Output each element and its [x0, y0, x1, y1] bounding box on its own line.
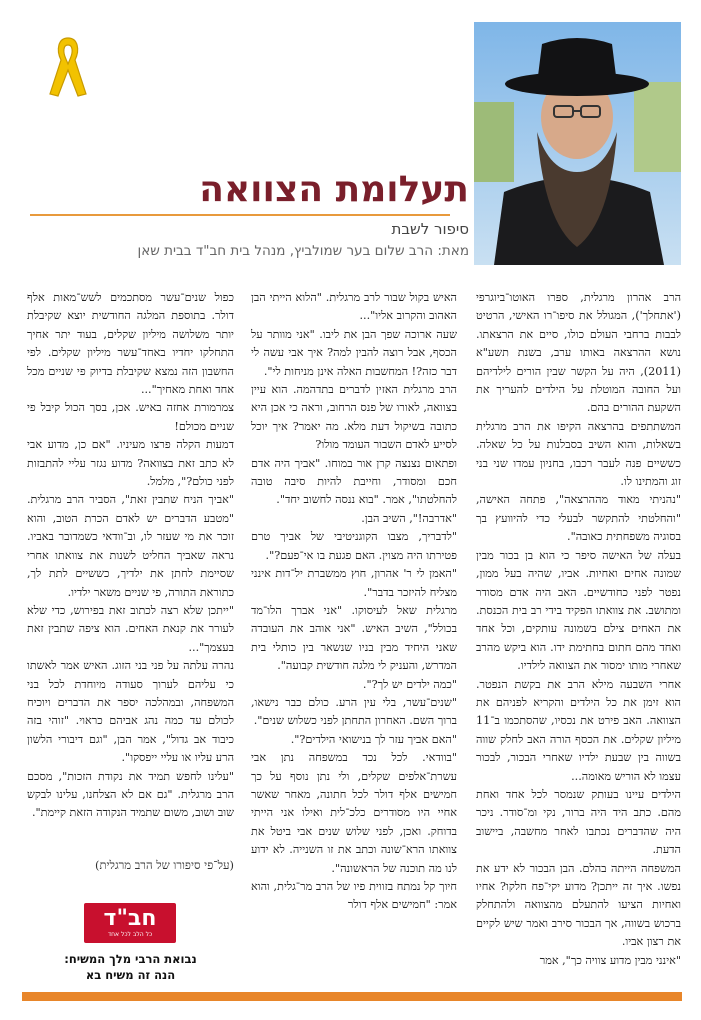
paragraph: ופתאום נצנצה קרן אור במוחו. "אביך היה אדם חכם ומסודר, וחייבת להיות סיבה טובה להחלטתו", אמר. "בוא ננסה לחשוב יחד".	[251, 456, 457, 507]
paragraph: "ייתכן שלא רצה לכתוב זאת בפירוש, כדי שלא לעורר את קנאת האחים. הוא ציפה שתבין זאת בעצמך"...	[27, 603, 234, 654]
paragraph: "עלינו לחפש תמיד את נקודת הזכות", מסכם הרב מרגלית. "גם אם לא הצלחנו, עלינו לבקש שוב ושוב, משום שתמיד הנקודה הזאת קיימת".	[27, 769, 234, 820]
paragraph: המשפחה הייתה בהלם. הבן הבכור לא ידע את נפשו. איך זה ייתכן? מדוע יקי־פח חלקו? אחיו ואחיות הציעו להתעלם מהצוואה ולהתחלק ברכוש בשווה, אך הבכור סירב ואמר שיש לקיים את רצון אביו.	[476, 861, 681, 949]
paragraph: הילדים עיינו בעותק שנמסר לכל אחד ואחת מהם. כתב היד היה ברור, נקי ומ־סודר. ניכר היה שהדברים נכתבו לאחר מחשבה, ביישוב הדעת.	[476, 787, 681, 857]
paragraph: "שנים־עשר, בלי עין הרע. כולם כבר נישאו, ברוך השם. האחרון התחתן לפני כשלוש שנים".	[251, 695, 457, 728]
article-title: תעלומת הצוואה	[199, 169, 469, 210]
paragraph: "האם אביך עזר לך בנישואי הילדים?".	[290, 732, 457, 746]
paragraph: "לדבריך, מצבו הקוגניטיבי של אביך טרם פטירתו היה מצוין. האם פגעת בו אי־פעם?".	[251, 530, 457, 562]
paragraph: שעה ארוכה שפך הבן את ליבו. "אני מוותר על הכסף, אבל רוצה להבין למה? איך אבי עשה לי דבר כזה?! המחשבות האלה אינן מניחות לי".	[251, 327, 457, 378]
article-column-middle	[251, 289, 457, 979]
paragraph: כפול שנים־עשר מסתכמים לשש־מאות אלף דולר. בתוספת המלגה החודשית יוצא שקיבלת יותר משלושה מיליון שקלים, בעוד יתר אחיך התחלקו יחדיו באחד־עשר מיליון שקלים. לפי החשבון הזה נמצא שקיבלת בדיוק פי שניים מכל אחד ואחת מאחיך"...	[27, 291, 234, 397]
author-byline: מאת: הרב שלום בער שמולביץ, מנהל בית חב"ד בבית שאן	[137, 243, 469, 259]
paragraph: "אדרבה!", השיב הבן.	[361, 511, 457, 525]
article-column-right	[476, 289, 681, 979]
logo-wordmark: חב"ד	[103, 906, 157, 931]
paragraph: הרב אהרון מרגלית, ספּרו האוטו־ביוגרפי ('אתחלך'), המגולל את סיפו־רו האישי, הרטיט לבבות ברחבי העולם כולו, סיים את הרצאתו. נושא ההרצאה באותו ערב, בשנת תשע"א (2011), היה על הקשר שבין הורים לילדיהם ועל החובה המוטלת על הילדים להעריך את השקעת ההורים בהם.	[476, 291, 681, 415]
paragraph: "האמן לי ר' אהרון, חוץ ממשברת יל־דות אינני מצליח להיזכר בדבר".	[251, 567, 457, 599]
paragraph: נהרה עלתה על פני בני הזוג. האיש אמר לאשתו כי עליהם לערוך סעודה מיוחדת לכל בני המשפחה, ובמהלכה יספר את הדברים ויוכיח לכולם עד כמה נהג אביהם כראוי. "זוהי בזה כיבוד אב גדול", אמר הבן, "וגם דיבורי הלשון הרע עליו או עליי ייפסקו".	[27, 659, 234, 765]
moshiach-line-2: הנה זה משיח בא	[85, 968, 176, 982]
paragraph: אחרי השבעה מילא הרב את בקשת הנפטר. הוא זימן את כל הילדים והקריא לפניהם את הצוואה. האב פירט את נכסיו, שהסתכמו ב־11 מיליון שקלים. את הכסף הורה האב לחלק שווה בשווה בין שבעת ילדיו שאחרי הבכור, לבכור עצמו לא הוריש מאומה...	[476, 677, 681, 783]
footer-bar	[22, 992, 682, 1001]
logo-tagline: כל הלב לכל אחד	[107, 931, 153, 938]
paragraph: "אביך הניח שתבין זאת", הסביר הרב מרגלית. "מטבע הדברים יש לאדם הכרת הטוב, והוא זוכר את מי שעזר לו, וב־וודאי כשמדובר באביו. נראה שאביך החליט לשנות את צוואתו אחרי שסיימת לחתן את ילדיך, כששיים לתת לך, כתוראת התורה, פי שניים משאר ילדיו.	[27, 493, 234, 599]
paragraph: "כמה ילדים יש לך?".	[362, 677, 457, 691]
paragraph: "נהניתי מאוד מההרצאה", פתחה האישה, "והחלטתי להתקשר לבעלי כדי להיוועץ בך בסוגיה משפחתית כאובה".	[476, 493, 681, 544]
chabad-logo	[84, 903, 176, 943]
article-column-left	[27, 289, 234, 849]
title-divider	[30, 214, 450, 216]
paragraph: המשתתפים בהרצאה הקיפו את הרב מרגלית בשאלות, והוא השיב בסבלנות על כל שאלה. כששיים פנה לעבר רכבו, בחניון עמדו שני בני זוג והמתינו לו.	[476, 419, 681, 489]
paragraph: דמעות הקלה פרצו מעיניו. "אם כן, מדוע אבי לא כתב זאת בצוואה? מדוע נגזר עליי להתבזות לפני כולם?", מלמל.	[27, 438, 234, 489]
moshiach-slogan	[27, 951, 234, 983]
paragraph: חיוך קל נמתח בזווית פיו של הרב מר־גלית, והוא אמר: "חמישים אלף דולר	[251, 880, 457, 912]
paragraph: האיש בקול שבור לרב מרגלית. "הלוא הייתי הבן האהוב והקרוב אליו"...	[251, 291, 457, 323]
paragraph: מרגלית שאל לעיסוקו. "אני אברך הלו־מד בכולל", השיב האיש. "אני אוהב את העובדה שאני היחיד מבין בניו שנשאר בין כותלי בית המדרש, והעניק לי מלגה חודשית קבועה".	[251, 603, 457, 673]
paragraph: הרב מרגלית האזין לדברים בתדהמה. הוא עיין בצוואה, לאורו של פנס הרחוב, וראה כי אכן היא כתובה בשיקול דעת מלא. מה יאמר? איך יוכל לסייע לאדם השבור העומד מולו?	[251, 383, 457, 452]
paragraph: צמרמורת אחזה באיש. אכן, בסך הכול קיבל פי שניים מכולם!	[27, 401, 234, 433]
moshiach-line-1: נבואת הרבי מלך המשיח:	[64, 952, 197, 966]
story-credit: (על־פי סיפורו של הרב מרגלית)	[94, 858, 234, 872]
rabbi-portrait-photo	[474, 22, 681, 265]
yellow-ribbon-icon	[44, 32, 92, 100]
article-subtitle: סיפור לשבת	[391, 220, 469, 238]
paragraph: בעלה של האישה סיפר כי הוא בן בכור מבין שמונה אחים ואחיות. אביו, שהיה בעל ממון, נפטר לפני כחודשיים. האב היה אדם מסודר ומתושב. את צוואתו הפקיד בידי רב בית הכנסת. את האחים צילם בשמונה עותקים, וכל אחד ואחד מהם חתום בחתימת ידו. הוא ביקש מהרב שאחרי מותו ימסור את הצוואה לילדיו.	[476, 548, 681, 673]
paragraph: "בוודאי. לכל נכד במשפחה נתן אבי עשרת־אלפים שקלים, ולי נתן נוסף על כך חמישים אלף דולר לכל חתונה, מאחר שאשר אחיי היו מסודרים כלכ־לית ואילו אני הייתי בדוחק. ואכן, לפני שלוש שנים אבי ביטל את צוואתו הרא־שונה וכתב את זו השנייה. לא ידוע לנו מה תוכנה של הראשונה".	[251, 751, 457, 875]
paragraph: "אינני מבין מדוע צוויה כך", אמר	[539, 953, 681, 967]
